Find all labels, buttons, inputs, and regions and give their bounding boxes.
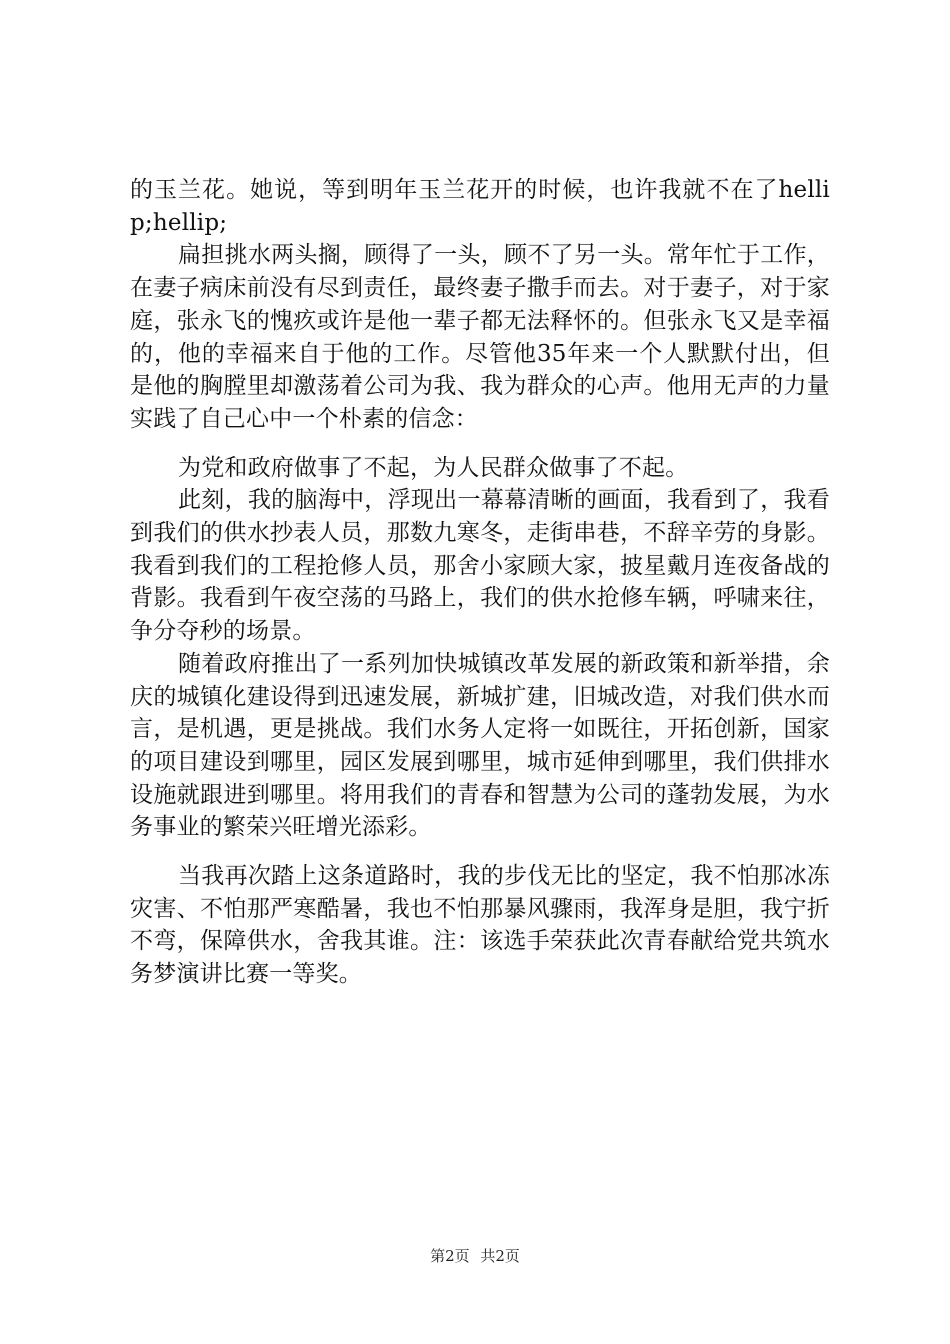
paragraph-zhang-yongfei: 扁担挑水两头搁，顾得了一头，顾不了另一头。常年忙于工作，在妻子病床前没有尽到责任，最终妻子撒手而去。对于妻子，对于家庭，张永飞的愧疚或许是他一辈子都无法释怀的。但张永飞又是幸福的，他的幸福来自于他的工作。尽管他35年来一个人默默付出，但是他的胸膛里却激荡着公司为我、我为群众的心声。他用无声的力量实践了自己心中一个朴素的信念： — [130, 242, 830, 432]
paragraph-development: 随着政府推出了一系列加快城镇改革发展的新政策和新举措，余庆的城镇化建设得到迅速发展，新城扩建，旧城改造，对我们供水而言，是机遇，更是挑战。我们水务人定将一如既往，开拓创新，国家的项目建设到哪里，园区发展到哪里，城市延伸到哪里，我们供排水设施就跟进到哪里。将用我们的青春和智慧为公司的蓬勃发展，为水务事业的繁荣兴旺增光添彩。 — [130, 650, 830, 841]
page-number: 第2页 — [430, 1247, 470, 1265]
paragraph-gap — [130, 436, 830, 452]
page-total: 共2页 — [480, 1247, 520, 1265]
paragraph-continuation: 的玉兰花。她说，等到明年玉兰花开的时候，也许我就不在了hellip;hellip; — [130, 177, 830, 236]
paragraph-scenes: 此刻，我的脑海中，浮现出一幕幕清晰的画面，我看到了，我看到我们的供水抄表人员，那数九寒冬，走街串巷，不辞辛劳的身影。我看到我们的工程抢修人员，那舍小家顾大家，披星戴月连夜备战的背影。我看到午夜空荡的马路上，我们的供水抢修车辆，呼啸来往，争分夺秒的场景。 — [130, 487, 830, 645]
paragraph-belief: 为党和政府做事了不起，为人民群众做事了不起。 — [178, 454, 689, 481]
paragraph-conclusion: 当我再次踏上这条道路时，我的步伐无比的坚定，我不怕那冰冻灾害、不怕那严寒酷暑，我也不怕那暴风骤雨，我浑身是胆，我宁折不弯，保障供水，舍我其谁。注：该选手荣获此次青春献给党共筑水务梦演讲比赛一等奖。 — [130, 863, 830, 988]
document-body — [130, 174, 830, 991]
paragraph-gap — [130, 844, 830, 860]
page-footer — [0, 1245, 950, 1266]
